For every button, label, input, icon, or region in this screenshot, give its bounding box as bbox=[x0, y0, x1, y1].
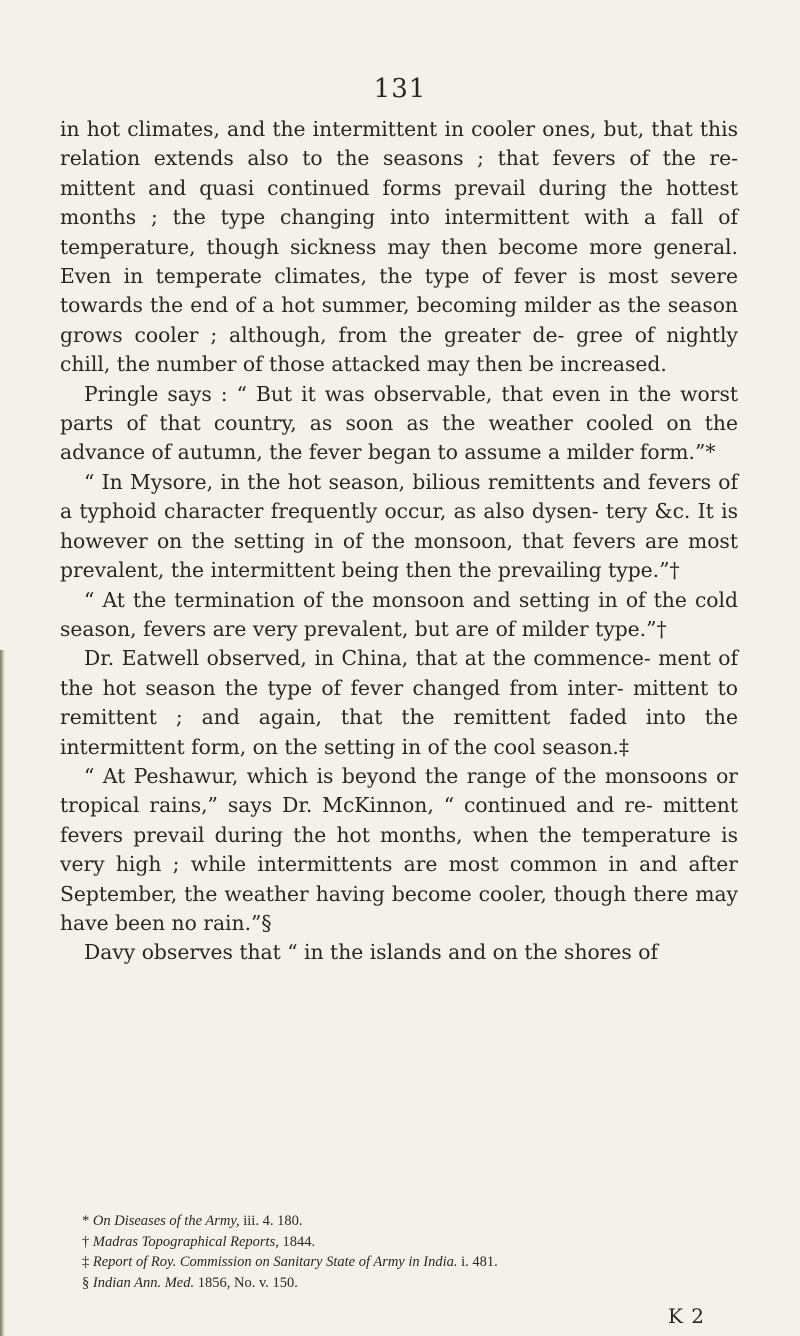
body-text bbox=[60, 115, 738, 968]
footnote-mark: † bbox=[82, 1233, 90, 1250]
footnote bbox=[82, 1252, 762, 1273]
paragraph: Pringle says : “ But it was observable, that even in the worst parts of that country, as soon as the weather cooled on the advance of autumn, the fever began to assume a milder form.”* bbox=[60, 381, 738, 465]
footnote bbox=[82, 1273, 762, 1294]
footnote-source: Report of Roy. Commission on Sanitary State of Army in India. bbox=[92, 1254, 458, 1270]
footnote-source: On Diseases of the Army, bbox=[92, 1213, 240, 1229]
paragraph: “ At the termination of the monsoon and setting in of the cold season, fevers are very prevalent, but are of milder type.”† bbox=[60, 587, 738, 641]
footnote bbox=[82, 1232, 762, 1253]
footnote-detail: i. 481. bbox=[457, 1254, 498, 1270]
page-number: 131 bbox=[373, 74, 427, 104]
footnote-mark: * bbox=[82, 1213, 90, 1229]
paragraph: “ In Mysore, in the hot season, bilious remittents and fevers of a typhoid character frequently occur, as also dysen- tery &c. It is however on the setting in of the monsoon, that fevers are most prevalent, the intermittent being then the prevailing type.”† bbox=[60, 469, 738, 583]
footnote-source: Madras Topographical Reports, bbox=[92, 1233, 279, 1250]
footnote-mark: § bbox=[82, 1274, 90, 1291]
footnote-mark: ‡ bbox=[82, 1254, 90, 1270]
paragraph: “ At Peshawur, which is beyond the range of the monsoons or tropical rains,” says Dr. McKinnon, “ continued and re- mittent fevers prevail during the hot months, when the temperature is very high ; while intermittents are most common in and after September, the weather having become cooler, though there may have been no rain.”§ bbox=[60, 763, 738, 935]
footnote-detail: iii. 4. 180. bbox=[239, 1213, 303, 1229]
footnotes bbox=[82, 1211, 762, 1293]
signature-mark: K 2 bbox=[668, 1304, 706, 1328]
paragraph: Dr. Eatwell observed, in China, that at the commence- ment of the hot season the type of fever changed from inter- mittent to remittent ; and again, that the remittent faded into the intermittent form, on the setting in of the cool season.‡ bbox=[60, 646, 738, 759]
footnote-detail: 1856, No. v. 150. bbox=[194, 1274, 298, 1291]
paragraph: in hot climates, and the intermittent in cooler ones, but, that this relation extends also to the seasons ; that fevers of the re- mittent and quasi continued forms prevail during the hottest months ; the type changing into intermittent with a fall of temperature, though sickness may then become more general. Even in temperate climates, the type of fever is most severe towards the end of a hot summer, becoming milder as the season grows cooler ; although, from the greater de- gree of nightly chill, the number of those attacked may then be increased. bbox=[60, 117, 738, 377]
paragraph: Davy observes that “ in the islands and on the shores of bbox=[84, 940, 658, 965]
page-edge-shadow bbox=[0, 650, 5, 1336]
footnote-detail: 1844. bbox=[278, 1233, 316, 1250]
footnote-source: Indian Ann. Med. bbox=[92, 1274, 195, 1291]
footnote bbox=[82, 1211, 762, 1232]
